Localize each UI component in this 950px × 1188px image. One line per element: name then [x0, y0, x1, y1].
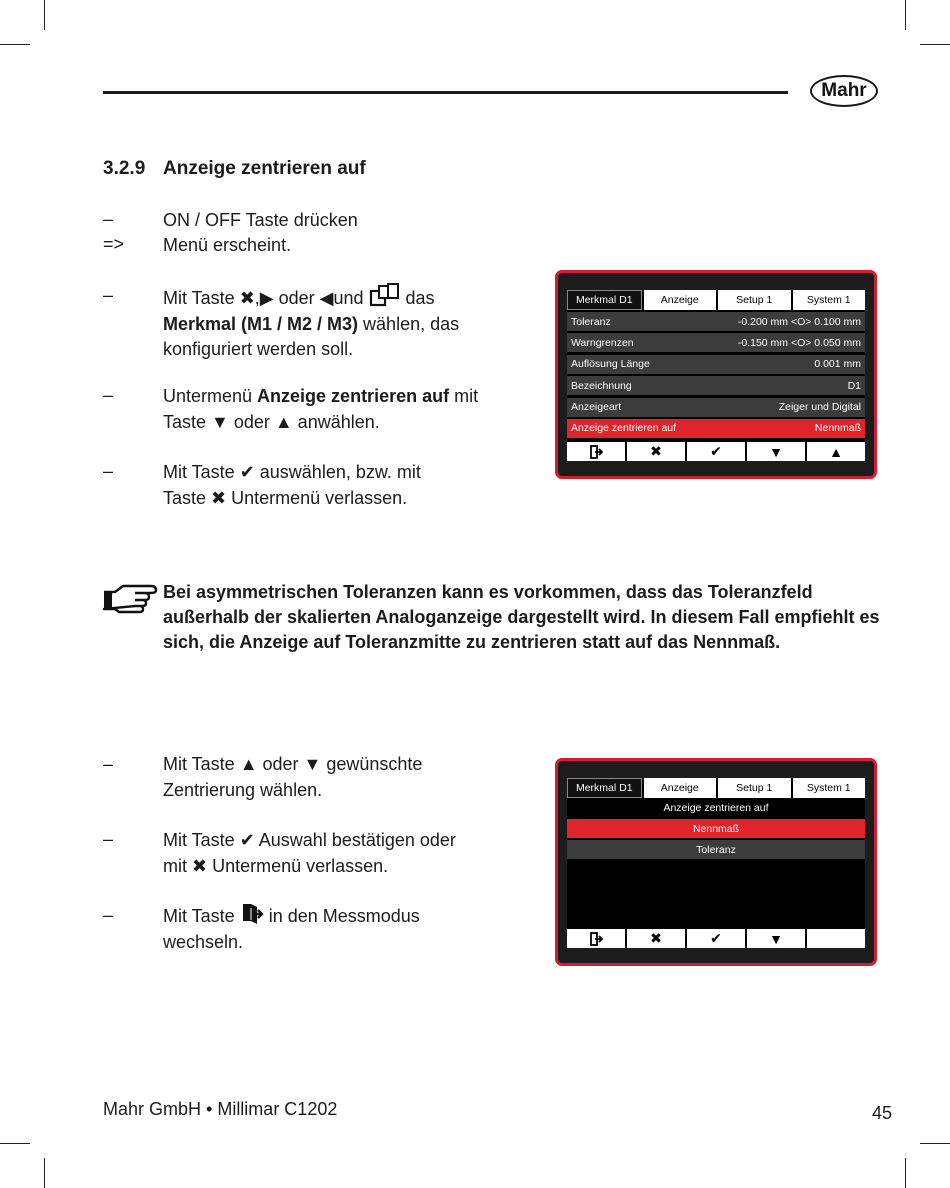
arrow-down-icon: ▼: [769, 443, 783, 460]
mahr-logo: Mahr: [810, 75, 878, 107]
step-text-post: das: [400, 288, 435, 308]
step-text: [163, 283, 493, 363]
down-key[interactable]: [745, 442, 805, 461]
row-label: Bezeichnung: [571, 379, 632, 392]
row-label: Anzeige zentrieren auf: [571, 422, 677, 435]
step-text-tail: mit Taste ▼ oder ▲ anwählen.: [163, 386, 479, 432]
row-value: -0.150 mm <O> 0.050 mm: [737, 336, 861, 349]
step-marker: –: [103, 385, 114, 405]
cancel-key[interactable]: [625, 929, 685, 948]
tab-anzeige[interactable]: Anzeige: [642, 778, 717, 798]
step-marker: –: [103, 905, 114, 925]
softkey-bar: [567, 442, 865, 461]
crop-mark: [905, 0, 906, 30]
crop-mark: [44, 0, 45, 30]
step-text-bold: Anzeige zentrieren auf: [257, 386, 450, 406]
step-marker: –: [103, 461, 114, 481]
tab-setup[interactable]: Setup 1: [716, 778, 791, 798]
step-marker: –: [103, 285, 114, 305]
cross-icon: ✖: [650, 930, 662, 946]
step-marker: =>: [103, 234, 125, 254]
section-number: 3.2.9: [103, 158, 146, 179]
confirm-key[interactable]: [685, 442, 745, 461]
up-key[interactable]: [805, 442, 865, 461]
exit-icon: [589, 932, 603, 946]
option-toleranz[interactable]: Toleranz: [567, 840, 865, 859]
step-marker: –: [103, 209, 114, 229]
crop-mark: [905, 1158, 906, 1188]
confirm-key[interactable]: [685, 929, 745, 948]
step-text: Mit Taste ✔ auswählen, bzw. mit Taste ✖ Untermenü verlassen.: [163, 462, 421, 508]
tab-system[interactable]: System 1: [791, 778, 866, 798]
exit-key[interactable]: [567, 442, 625, 461]
row-label: Anzeigeart: [571, 401, 622, 414]
note-text: Bei asymmetrischen Toleranzen kann es vorkommen, dass das Toleranzfeld außerhalb der skalierten Analoganzeige dargestellt wird. In diesem Fall empfiehlt es sich, die Anzeige auf Toleranzmitte zu zentrieren statt auf das Nennmaß.: [163, 582, 880, 652]
device-screen-menu: [555, 270, 877, 479]
down-key[interactable]: [745, 929, 805, 948]
row-value: D1: [847, 379, 861, 392]
screen-tabs: [567, 778, 865, 798]
header-rule: [103, 91, 788, 94]
crop-mark: [920, 44, 950, 45]
check-icon: ✔: [710, 443, 722, 459]
exit-key[interactable]: [567, 929, 625, 948]
step-text-pre: Untermenü: [163, 386, 258, 406]
step-marker: –: [103, 754, 114, 774]
arrow-down-icon: ▼: [769, 930, 783, 947]
menu-row-bezeichnung[interactable]: [567, 376, 865, 395]
footer-text: Mahr GmbH • Millimar C1202: [103, 1099, 338, 1119]
row-value: Zeiger und Digital: [778, 401, 861, 414]
row-label: Auflösung Länge: [571, 358, 650, 371]
softkey-bar: [567, 929, 865, 948]
tab-merkmal[interactable]: Merkmal D1: [567, 290, 642, 310]
row-value: Nennmaß: [814, 422, 861, 435]
cancel-key[interactable]: [625, 442, 685, 461]
submenu-title: Anzeige zentrieren auf: [567, 800, 865, 816]
check-icon: ✔: [710, 930, 722, 946]
crop-mark: [0, 44, 30, 45]
pointing-hand-icon: [101, 582, 159, 614]
screen-tabs: [567, 290, 865, 310]
arrow-up-icon: ▲: [829, 443, 843, 460]
step-text-pre: Mit Taste ✖,▶ oder ◀und: [163, 288, 369, 308]
menu-row-aufloesung[interactable]: [567, 355, 865, 374]
step-text: Mit Taste ▲ oder ▼ gewünschte Zentrierung wählen.: [163, 754, 423, 800]
step-text-tail: wählen, das konfiguriert werden soll.: [163, 313, 460, 359]
step-text-post: in den Messmodus wechseln.: [163, 906, 420, 952]
step-text: Menü erscheint.: [163, 235, 292, 255]
row-value: 0.001 mm: [814, 358, 861, 371]
step-text: [163, 902, 453, 955]
menu-row-anzeige-zentrieren[interactable]: [567, 419, 865, 438]
step-text: Mit Taste ✔ Auswahl bestätigen oder mit ✖ Untermenü verlassen.: [163, 830, 456, 876]
exit-icon: [589, 445, 603, 459]
menu-row-warngrenzen[interactable]: [567, 333, 865, 352]
blank-key[interactable]: [805, 929, 865, 948]
crop-mark: [44, 1158, 45, 1188]
step-text-pre: Mit Taste: [163, 906, 240, 926]
row-label: Toleranz: [571, 315, 611, 328]
page-number: 45: [872, 1103, 893, 1123]
tab-merkmal[interactable]: Merkmal D1: [567, 778, 642, 798]
row-value: -0.200 mm <O> 0.100 mm: [737, 315, 861, 328]
step-text: [163, 384, 493, 435]
section-title: Anzeige zentrieren auf: [163, 158, 366, 179]
tab-anzeige[interactable]: Anzeige: [642, 290, 717, 310]
tab-setup[interactable]: Setup 1: [716, 290, 791, 310]
row-label: Warngrenzen: [571, 336, 634, 349]
menu-row-anzeigeart[interactable]: [567, 398, 865, 417]
device-screen-submenu: [555, 758, 877, 966]
crop-mark: [920, 1143, 950, 1144]
option-nennmass[interactable]: Nennmaß: [567, 819, 865, 838]
exit-icon: [240, 902, 264, 926]
step-text: ON / OFF Taste drücken: [163, 210, 358, 230]
cross-icon: ✖: [650, 443, 662, 459]
step-text-bold: Merkmal (M1 / M2 / M3): [163, 313, 359, 334]
tab-system[interactable]: System 1: [791, 290, 866, 310]
step-marker: –: [103, 829, 114, 849]
menu-row-toleranz[interactable]: [567, 312, 865, 331]
crop-mark: [0, 1143, 30, 1144]
copy-pages-icon: [369, 283, 401, 307]
